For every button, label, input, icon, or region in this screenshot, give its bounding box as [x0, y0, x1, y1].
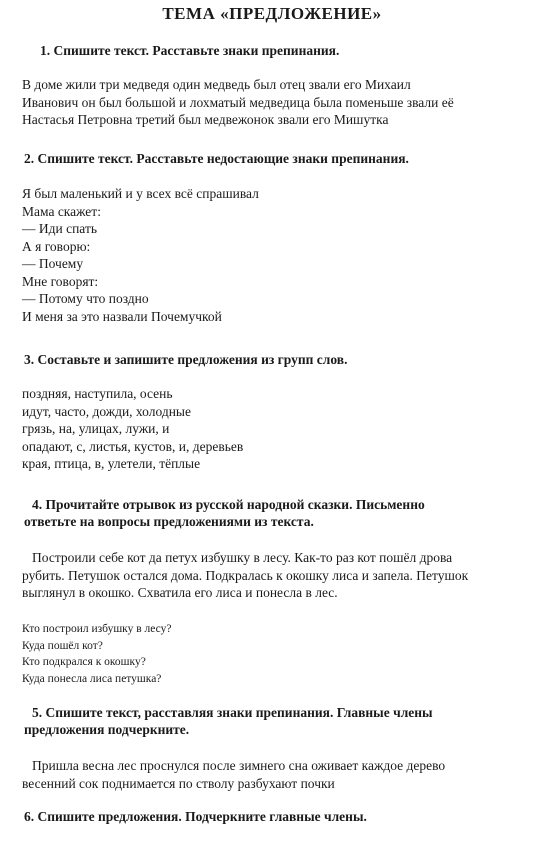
text-line: выглянул в окошко. Схватила его лиса и понесла в лес.: [22, 585, 338, 600]
text-line: идут, часто, дожди, холодные: [22, 403, 191, 419]
question-line: Куда понесла лиса петушка?: [22, 672, 162, 685]
text-line: Построили себе кот да петух избушку в лесу. Как-то раз кот пошёл дрова: [32, 550, 453, 565]
text-line: весенний сок поднимается по стволу разбухают почки: [22, 775, 335, 791]
task-3-text: [22, 385, 243, 473]
heading-line: предложения подчеркните.: [24, 722, 190, 737]
text-line: Мне говорят:: [22, 273, 99, 289]
task-6-heading: 6. Спишите предложения. Подчеркните главные члены.: [24, 809, 367, 824]
text-line: А я говорю:: [22, 238, 91, 254]
text-line: И меня за это назвали Почемучкой: [22, 308, 222, 324]
task-5-text: [22, 757, 445, 792]
text-line: Мама скажет:: [22, 203, 101, 219]
text-line: Я был маленький и у всех всё спрашивал: [22, 186, 259, 201]
text-line: опадают, с, листья, кустов, и, деревьев: [22, 438, 244, 454]
text-line: поздняя, наступила, осень: [22, 386, 173, 401]
task-1-text: [22, 76, 454, 129]
task-4-questions: [22, 621, 171, 687]
task-4-text: [22, 549, 468, 602]
text-line: Иванович он был большой и лохматый медведица была поменьше звали её: [22, 94, 454, 110]
text-line: — Почему: [22, 256, 84, 271]
heading-line: ответьте на вопросы предложениями из текста.: [24, 514, 314, 529]
task-3-heading: 3. Составьте и запишите предложения из групп слов.: [24, 352, 348, 367]
task-5-heading: [24, 704, 433, 738]
question-line: Кто подкрался к окошку?: [22, 656, 146, 668]
text-line: — Потому что поздно: [22, 291, 149, 306]
text-line: грязь, на, улицах, лужи, и: [22, 421, 170, 436]
question-line: Кто построил избушку в лесу?: [22, 623, 172, 635]
task-2-text: [22, 185, 259, 325]
task-4-heading: [24, 496, 425, 530]
text-line: края, птица, в, улетели, тёплые: [22, 456, 201, 471]
heading-line: 5. Спишите текст, расставляя знаки препинания. Главные члены: [32, 705, 433, 720]
task-2-heading: 2. Спишите текст. Расставьте недостающие знаки препинания.: [24, 151, 409, 166]
text-line: — Иди спать: [22, 221, 98, 236]
page-title: ТЕМА «ПРЕДЛОЖЕНИЕ»: [162, 4, 382, 23]
question-line: Куда пошёл кот?: [22, 639, 103, 652]
text-line: Настасья Петровна третий был медвежонок звали его Мишутка: [22, 112, 389, 127]
text-line: рубить. Петушок остался дома. Подкралась к окошку лиса и запела. Петушок: [22, 567, 469, 583]
text-line: В доме жили три медведя один медведь был отец звали его Михаил: [22, 77, 411, 92]
heading-line: 4. Прочитайте отрывок из русской народной сказки. Письменно: [32, 497, 425, 512]
task-1-heading: 1. Спишите текст. Расставьте знаки препинания.: [40, 43, 340, 58]
text-line: Пришла весна лес проснулся после зимнего сна оживает каждое дерево: [32, 758, 446, 773]
